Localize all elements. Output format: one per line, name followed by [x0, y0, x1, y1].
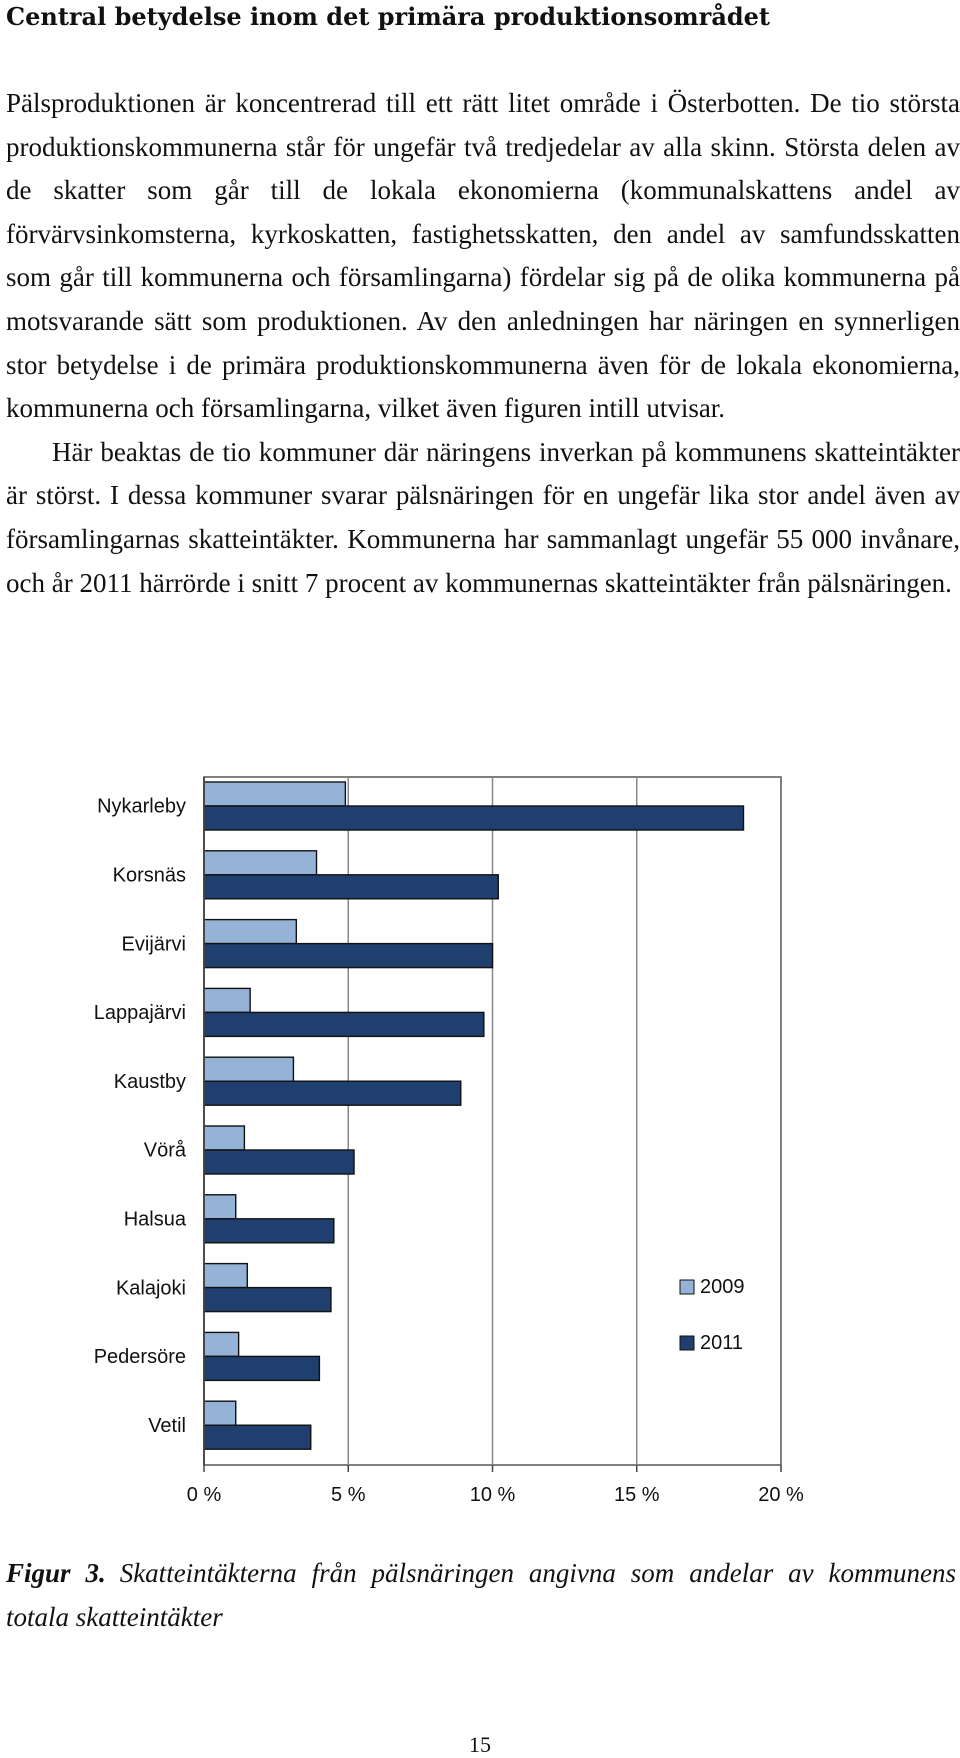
bar-2011-7 [204, 1219, 334, 1243]
figure-label: Figur 3. [6, 1558, 106, 1588]
bar-2009-8 [204, 1264, 247, 1288]
bar-2009-9 [204, 1332, 239, 1356]
legend-swatch-2009 [680, 1280, 694, 1294]
category-label-8: Kalajoki [115, 1277, 186, 1300]
bar-2011-9 [204, 1356, 319, 1380]
body-text [6, 82, 960, 605]
x-tick-label-0: 0 % [186, 1484, 222, 1506]
figure-caption [6, 1552, 956, 1639]
bar-2011-8 [204, 1288, 331, 1312]
bar-2009-7 [204, 1195, 236, 1219]
category-label-4: Lappajärvi [93, 1002, 186, 1025]
legend-label-2009: 2009 [700, 1276, 745, 1298]
bar-2009-5 [204, 1057, 293, 1081]
bar-2011-4 [204, 1012, 484, 1036]
category-label-2: Korsnäs [112, 864, 186, 887]
page-number: 15 [469, 1732, 491, 1757]
legend-swatch-2011 [680, 1336, 694, 1350]
bar-2011-10 [204, 1425, 311, 1449]
paragraph-1: Pälsproduktionen är koncentrerad till ett rätt litet område i Österbotten. De tio största produktionskommunerna står för ungefär två tredjedelar av alla skinn. Största delen av de skatter som går till de lokala ekonomierna (kommunalskattens andel av förvärvsinkomsterna, kyrkoskatten, fastighetsskatten, den andel av samfundsskatten som går till kommunerna och församlingarna) fördelar sig på de olika kommunerna på motsvarande sätt som produktionen. Av den anledningen har näringen en synnerligen stor betydelse i de primära produktionskommunerna även för de lokala ekonomierna, kommunerna och församlingarna, vilket även figuren intill utvisar. [6, 88, 960, 424]
bar-2011-2 [204, 875, 498, 899]
figure-caption-text: Skatteintäkterna från pälsnäringen angivna som andelar av kommunens totala skatteintäkter [6, 1558, 956, 1632]
category-label-7: Halsua [123, 1208, 186, 1231]
section-heading: Central betydelse inom det primära produktionsområdet [6, 2, 771, 31]
bar-2011-5 [204, 1081, 461, 1105]
x-tick-label-3: 15 % [613, 1484, 660, 1506]
bar-2009-6 [204, 1126, 244, 1150]
category-label-1: Nykarleby [97, 795, 186, 818]
x-tick-label-2: 10 % [469, 1484, 516, 1506]
bar-2009-1 [204, 782, 345, 806]
bar-2011-3 [204, 944, 493, 968]
bar-2009-4 [204, 988, 250, 1012]
paragraph-2: Här beaktas de tio kommuner där näringens inverkan på kommunens skatteintäkter är störst. I dessa kommuner svarar pälsnäringen för en ungefär lika stor andel även av församlingarnas skatteintäkter. Kommunerna har sammanlagt ungefär 55 000 invånare, och år 2011 härrörde i snitt 7 procent av kommunernas skatteintäkter från pälsnäringen. [6, 436, 960, 598]
bar-2009-10 [204, 1401, 236, 1425]
bar-2011-6 [204, 1150, 354, 1174]
x-tick-label-1: 5 % [331, 1484, 366, 1506]
bar-chart [0, 770, 960, 1540]
figure-chart [0, 770, 960, 1540]
bar-2009-2 [204, 851, 317, 875]
x-tick-label-4: 20 % [758, 1484, 804, 1506]
legend-label-2011: 2011 [700, 1332, 744, 1354]
category-label-5: Kaustby [113, 1070, 186, 1093]
category-label-9: Pedersöre [93, 1346, 186, 1369]
category-label-6: Vörå [143, 1139, 186, 1162]
category-label-10: Vetil [148, 1414, 186, 1437]
bar-2011-1 [204, 806, 743, 830]
category-label-3: Evijärvi [121, 933, 186, 956]
bar-2009-3 [204, 920, 296, 944]
